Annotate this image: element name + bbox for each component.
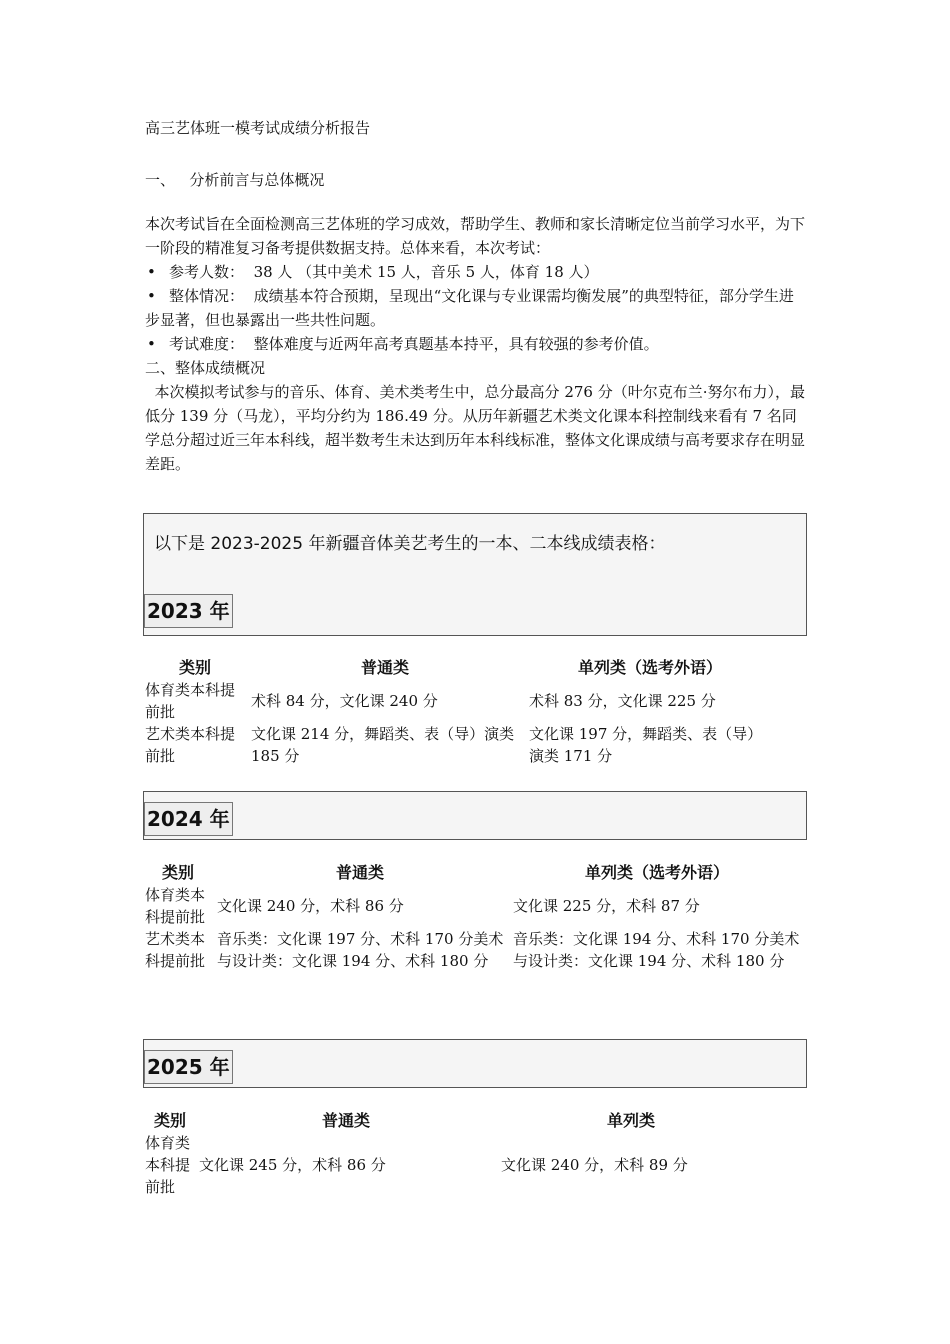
score-table-2024 xyxy=(145,862,805,972)
bullet-item xyxy=(145,284,807,332)
section-2-heading: 二、整体成绩概况 xyxy=(145,359,266,377)
year-box-2025 xyxy=(143,1039,807,1088)
table-row xyxy=(145,884,805,928)
table-cell: 术科 84 分，文化课 240 分 xyxy=(251,692,438,710)
table-cell: 文化课 197 分，舞蹈类、表（导）演类 171 分 xyxy=(529,725,763,765)
table-cell: 艺术类本科提前批 xyxy=(145,725,236,765)
table-cell: 音乐类：文化课 197 分、术科 170 分美术与设计类：文化课 194 分、术科 180 分 xyxy=(217,930,504,970)
section-1-number: 一、 xyxy=(145,171,176,189)
section-2-text: 本次模拟考试参与的音乐、体育、美术类考生中，总分最高分 276 分（叶尔克布兰·努尔布力），最低分 139 分（马龙），平均分约为 186.49 分。从历年新疆艺术类文化课本科控制线来看有 7 名同学总分超过近三年本科线，超半数考生未达到历年本科线标准，整体文化课成绩与高考要求存在明显差距。 xyxy=(145,383,806,473)
table-header-cell: 普通类 xyxy=(335,863,384,882)
table-header-cell: 类别 xyxy=(161,863,194,882)
bullet-text: 38 人 （其中美术 15 人，音乐 5 人，体育 18 人） xyxy=(253,263,599,281)
table-cell: 体育类本科提前批 xyxy=(145,681,236,721)
table-row xyxy=(145,1132,765,1198)
bullet-item xyxy=(145,332,807,356)
table-header-cell: 普通类 xyxy=(321,1111,370,1130)
table-header-cell: 单列类 xyxy=(606,1111,655,1130)
score-table-2025 xyxy=(145,1110,765,1198)
bullet-dot-icon: • xyxy=(147,287,156,305)
table-cell: 文化课 225 分，术科 87 分 xyxy=(513,897,700,915)
section-1-heading xyxy=(145,170,807,190)
bullet-item xyxy=(145,260,807,284)
intro-paragraph: 本次考试旨在全面检测高三艺体班的学习成效，帮助学生、教师和家长清晰定位当前学习水平，为下一阶段的精准复习备考提供数据支持。总体来看，本次考试： xyxy=(145,215,806,257)
table-cell: 体育类本科提前批 xyxy=(145,1134,191,1196)
year-box-2024 xyxy=(143,791,807,840)
section-2-paragraph xyxy=(145,380,807,476)
table-cell: 术科 83 分，文化课 225 分 xyxy=(529,692,716,710)
bullet-text: 整体难度与近两年高考真题基本持平，具有较强的参考价值。 xyxy=(253,335,659,353)
year-heading-2024: 2024 年 xyxy=(144,802,233,836)
table-row xyxy=(145,723,775,767)
table-cell: 文化课 240 分，术科 86 分 xyxy=(217,897,404,915)
year-heading-2023: 2023 年 xyxy=(144,594,233,628)
table-row xyxy=(145,928,805,972)
bullet-label: 整体情况： xyxy=(169,287,245,305)
table-cell: 音乐类：文化课 194 分、术科 170 分美术与设计类：文化课 194 分、术科 180 分 xyxy=(513,930,800,970)
bullet-text: 成绩基本符合预期，呈现出“文化课与专业课需均衡发展”的典型特征，部分学生进步显著，但也暴露出一些共性问题。 xyxy=(145,287,794,329)
table-cell: 体育类本科提前批 xyxy=(145,886,206,926)
table-row xyxy=(145,679,775,723)
table-header-cell: 普通类 xyxy=(360,658,409,677)
table-cell: 文化课 214 分，舞蹈类、表（导）演类 185 分 xyxy=(251,725,515,765)
document-body xyxy=(145,118,807,476)
document-title: 高三艺体班一模考试成绩分析报告 xyxy=(145,119,371,137)
bullet-label: 考试难度： xyxy=(169,335,245,353)
year-heading-2025: 2025 年 xyxy=(144,1050,233,1084)
table-cell: 艺术类本科提前批 xyxy=(145,930,206,970)
tables-intro-box xyxy=(143,513,807,636)
table-header-cell: 类别 xyxy=(178,658,211,677)
section-1-title: 分析前言与总体概况 xyxy=(189,171,325,189)
tables-intro-text: 以下是 2023-2025 年新疆音体美艺考生的一本、二本线成绩表格： xyxy=(154,534,666,554)
table-header-row xyxy=(145,862,805,884)
table-header-row xyxy=(145,1110,765,1132)
table-cell: 文化课 245 分，术科 86 分 xyxy=(199,1156,386,1174)
table-header-cell: 单列类（选考外语） xyxy=(577,658,722,677)
table-cell: 文化课 240 分，术科 89 分 xyxy=(501,1156,688,1174)
bullet-label: 参考人数： xyxy=(169,263,245,281)
score-table-2023 xyxy=(145,657,775,767)
bullet-dot-icon: • xyxy=(147,263,156,281)
table-header-row xyxy=(145,657,775,679)
table-header-cell: 类别 xyxy=(153,1111,186,1130)
table-header-cell: 单列类（选考外语） xyxy=(584,863,729,882)
bullet-dot-icon: • xyxy=(147,335,156,353)
